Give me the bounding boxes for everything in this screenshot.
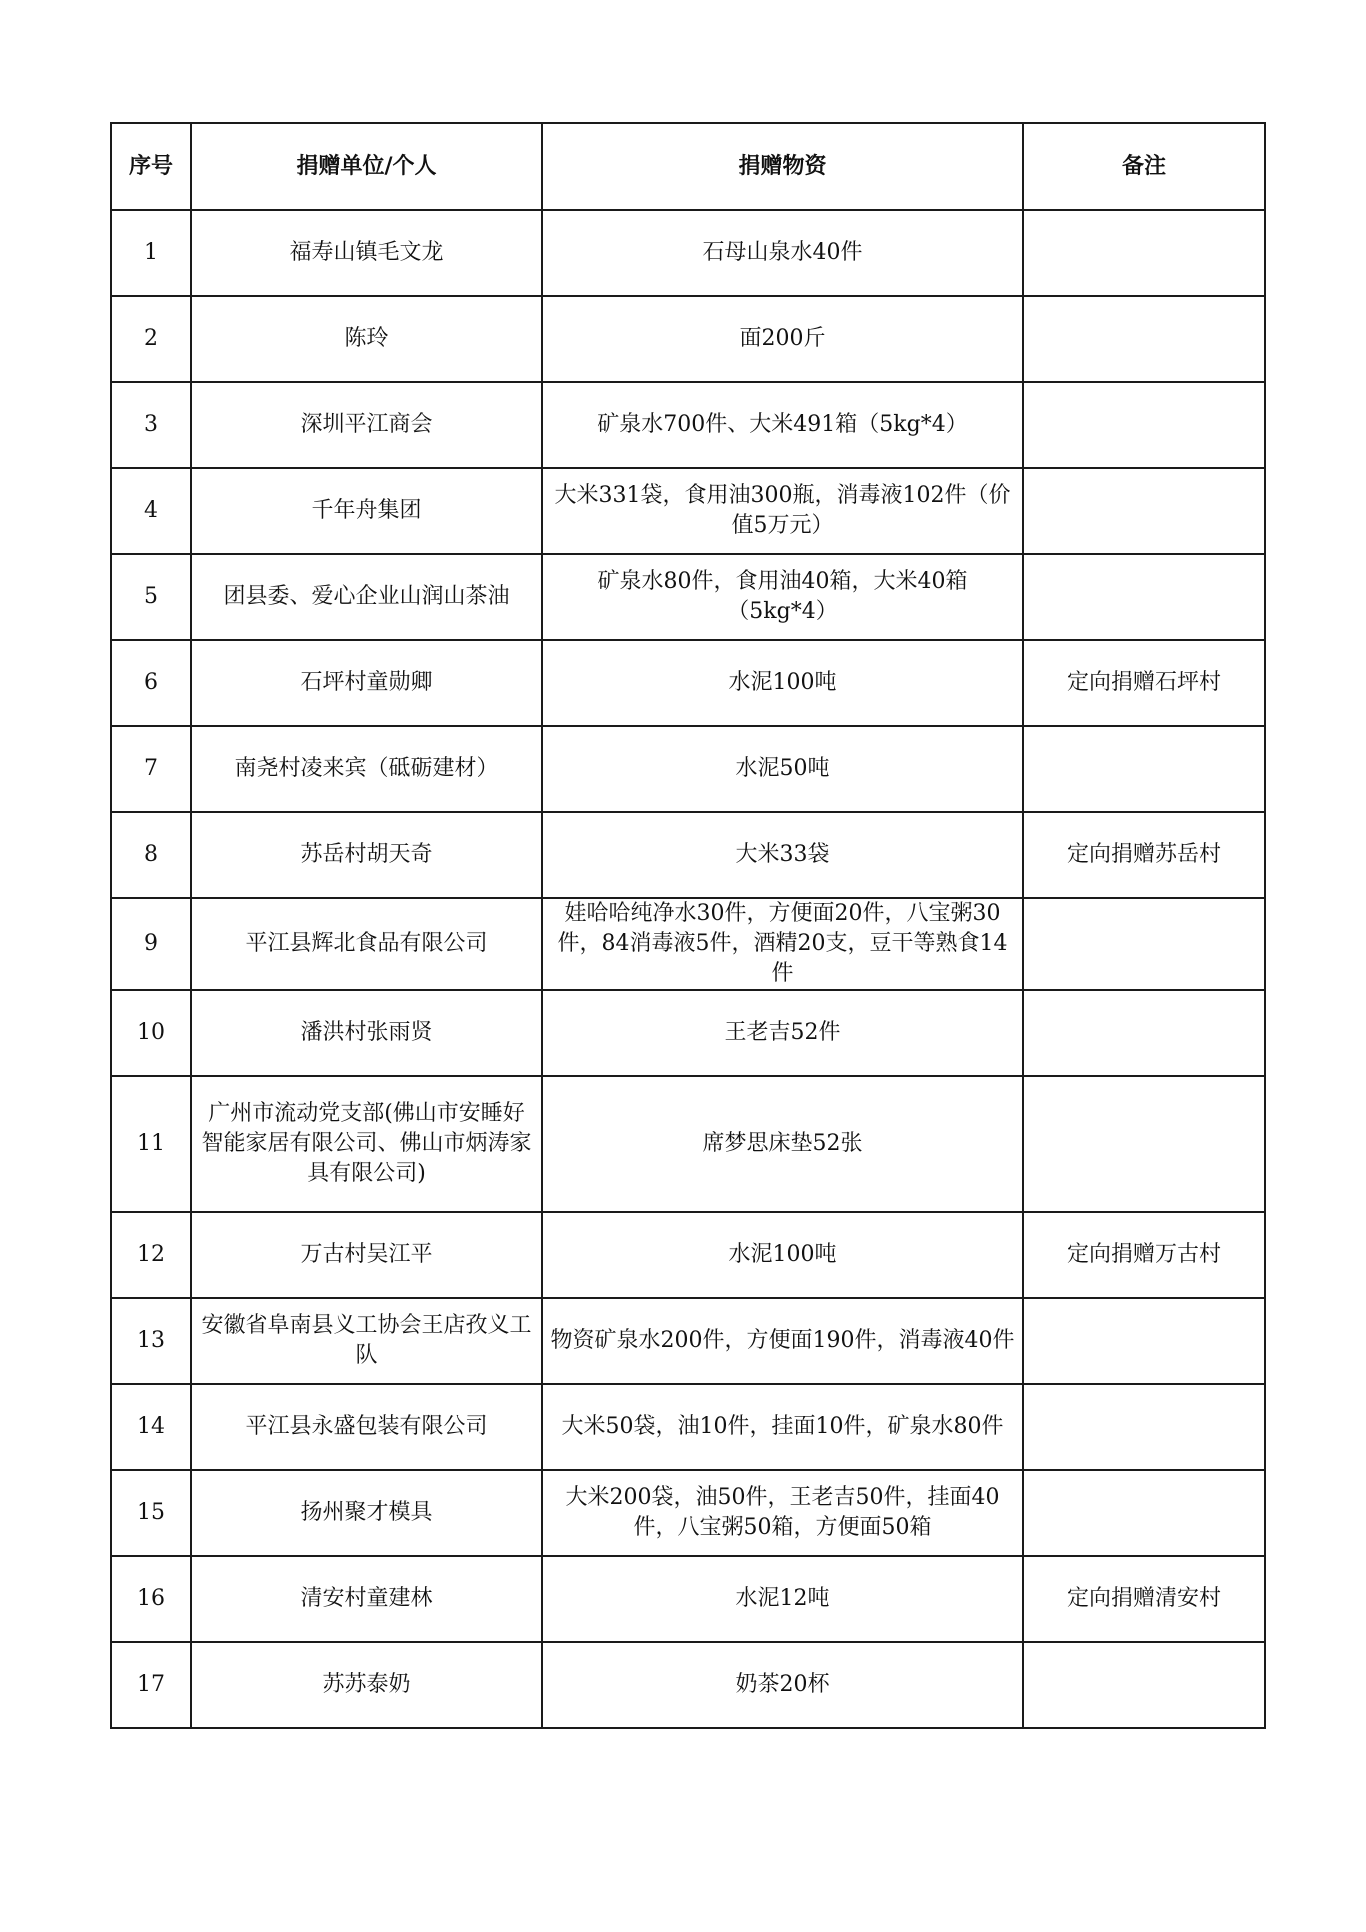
- table-row: [111, 812, 1265, 898]
- cell-no: 17: [111, 1642, 191, 1728]
- cell-note: [1023, 1384, 1265, 1470]
- table-row: [111, 210, 1265, 296]
- cell-no: 4: [111, 468, 191, 554]
- cell-no: 11: [111, 1076, 191, 1212]
- table-header-row: [111, 123, 1265, 210]
- table-row: [111, 990, 1265, 1076]
- table-row: [111, 1384, 1265, 1470]
- cell-note: [1023, 382, 1265, 468]
- cell-goods: 王老吉52件: [542, 990, 1023, 1076]
- table-row: [111, 382, 1265, 468]
- cell-note: [1023, 1298, 1265, 1384]
- cell-goods: 物资矿泉水200件，方便面190件，消毒液40件: [542, 1298, 1023, 1384]
- cell-note: [1023, 1642, 1265, 1728]
- cell-note: [1023, 554, 1265, 640]
- cell-no: 10: [111, 990, 191, 1076]
- cell-note: [1023, 726, 1265, 812]
- cell-no: 12: [111, 1212, 191, 1298]
- cell-note: [1023, 990, 1265, 1076]
- header-donor: 捐赠单位/个人: [191, 123, 542, 210]
- cell-goods: 席梦思床垫52张: [542, 1076, 1023, 1212]
- cell-note: [1023, 468, 1265, 554]
- cell-no: 2: [111, 296, 191, 382]
- cell-donor: 陈玲: [191, 296, 542, 382]
- cell-donor: 千年舟集团: [191, 468, 542, 554]
- cell-donor: 南尧村凌来宾（砥砺建材）: [191, 726, 542, 812]
- cell-no: 13: [111, 1298, 191, 1384]
- cell-note: [1023, 296, 1265, 382]
- table-row: [111, 296, 1265, 382]
- cell-no: 1: [111, 210, 191, 296]
- cell-goods: 大米50袋，油10件，挂面10件，矿泉水80件: [542, 1384, 1023, 1470]
- cell-donor: 潘洪村张雨贤: [191, 990, 542, 1076]
- cell-goods: 水泥12吨: [542, 1556, 1023, 1642]
- cell-goods: 矿泉水700件、大米491箱（5kg*4）: [542, 382, 1023, 468]
- table-row: [111, 726, 1265, 812]
- table-row: [111, 468, 1265, 554]
- table-row: [111, 1212, 1265, 1298]
- cell-donor: 平江县辉北食品有限公司: [191, 898, 542, 990]
- table-row: [111, 554, 1265, 640]
- table-row: [111, 898, 1265, 990]
- cell-donor: 广州市流动党支部(佛山市安睡好智能家居有限公司、佛山市炳涛家具有限公司): [191, 1076, 542, 1212]
- cell-no: 15: [111, 1470, 191, 1556]
- cell-goods: 面200斤: [542, 296, 1023, 382]
- cell-no: 16: [111, 1556, 191, 1642]
- cell-donor: 团县委、爱心企业山润山茶油: [191, 554, 542, 640]
- header-note: 备注: [1023, 123, 1265, 210]
- cell-note: 定向捐赠清安村: [1023, 1556, 1265, 1642]
- cell-donor: 深圳平江商会: [191, 382, 542, 468]
- table-row: [111, 1076, 1265, 1212]
- cell-goods: 大米331袋，食用油300瓶，消毒液102件（价值5万元）: [542, 468, 1023, 554]
- cell-goods: 娃哈哈纯净水30件，方便面20件，八宝粥30件，84消毒液5件，酒精20支，豆干等熟食14件: [542, 898, 1023, 990]
- cell-note: [1023, 1076, 1265, 1212]
- cell-note: [1023, 1470, 1265, 1556]
- cell-note: 定向捐赠万古村: [1023, 1212, 1265, 1298]
- cell-note: [1023, 898, 1265, 990]
- cell-no: 7: [111, 726, 191, 812]
- cell-goods: 水泥100吨: [542, 1212, 1023, 1298]
- cell-no: 6: [111, 640, 191, 726]
- cell-goods: 大米200袋，油50件，王老吉50件，挂面40件，八宝粥50箱，方便面50箱: [542, 1470, 1023, 1556]
- cell-goods: 水泥100吨: [542, 640, 1023, 726]
- cell-donor: 苏岳村胡天奇: [191, 812, 542, 898]
- cell-note: 定向捐赠石坪村: [1023, 640, 1265, 726]
- cell-goods: 石母山泉水40件: [542, 210, 1023, 296]
- cell-note: 定向捐赠苏岳村: [1023, 812, 1265, 898]
- cell-no: 3: [111, 382, 191, 468]
- table-row: [111, 1470, 1265, 1556]
- donation-table: [110, 122, 1266, 1729]
- cell-donor: 扬州聚才模具: [191, 1470, 542, 1556]
- cell-goods: 奶茶20杯: [542, 1642, 1023, 1728]
- table-row: [111, 640, 1265, 726]
- cell-no: 5: [111, 554, 191, 640]
- header-goods: 捐赠物资: [542, 123, 1023, 210]
- cell-no: 9: [111, 898, 191, 990]
- cell-donor: 苏苏泰奶: [191, 1642, 542, 1728]
- header-no: 序号: [111, 123, 191, 210]
- cell-no: 8: [111, 812, 191, 898]
- cell-goods: 大米33袋: [542, 812, 1023, 898]
- cell-goods: 矿泉水80件，食用油40箱，大米40箱（5kg*4）: [542, 554, 1023, 640]
- cell-donor: 清安村童建林: [191, 1556, 542, 1642]
- table-row: [111, 1298, 1265, 1384]
- table-row: [111, 1556, 1265, 1642]
- cell-donor: 福寿山镇毛文龙: [191, 210, 542, 296]
- cell-donor: 万古村吴江平: [191, 1212, 542, 1298]
- cell-donor: 石坪村童勋卿: [191, 640, 542, 726]
- cell-no: 14: [111, 1384, 191, 1470]
- cell-donor: 安徽省阜南县义工协会王店孜义工队: [191, 1298, 542, 1384]
- cell-goods: 水泥50吨: [542, 726, 1023, 812]
- cell-donor: 平江县永盛包装有限公司: [191, 1384, 542, 1470]
- cell-note: [1023, 210, 1265, 296]
- table-row: [111, 1642, 1265, 1728]
